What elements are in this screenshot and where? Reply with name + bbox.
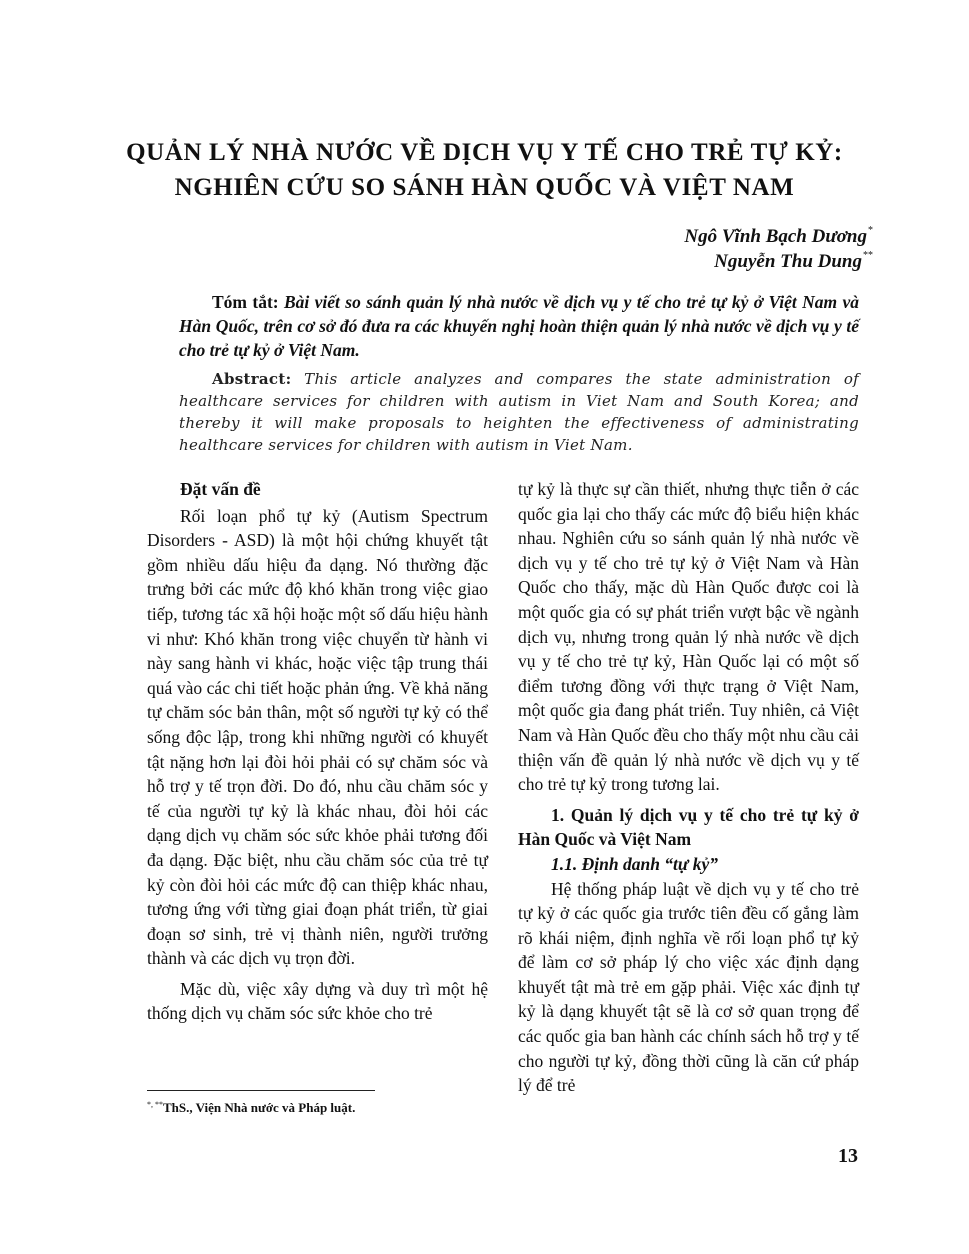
footnote	[147, 1100, 355, 1116]
author-1	[684, 225, 873, 248]
abstract-english	[179, 368, 859, 456]
subsection-heading-1-1: 1.1. Định danh “tự kỷ”	[551, 853, 719, 874]
page-number: 13	[838, 1145, 858, 1167]
abstract-en-label: Abstract:	[212, 370, 292, 388]
right-column	[518, 477, 859, 1098]
section-heading-intro: Đặt vấn đề	[180, 479, 261, 499]
footnote-rule	[147, 1090, 375, 1091]
abstract-vn-label: Tóm tắt:	[212, 292, 279, 312]
paragraph-3: Hệ thống pháp luật về dịch vụ y tế cho trẻ tự kỷ ở các quốc gia trước tiên đều cố gắng làm rõ khái niệm, định nghĩa về rối loạn phổ tự kỷ để làm cơ sở pháp lý cho việc xác định dạng khuyết tật mà trẻ em gặp phải. Việc xác định tự kỷ là dạng khuyết tật sẽ là cơ sở quan trọng để các quốc gia ban hành các chính sách hỗ trợ y tế cho người tự kỷ, đồng thời cũng là căn cứ pháp lý để trẻ	[518, 878, 859, 1096]
abstract-vn-text: Bài viết so sánh quản lý nhà nước về dịch vụ y tế cho trẻ tự kỷ ở Việt Nam và Hàn Quốc, trên cơ sở đó đưa ra các khuyến nghị hoàn thiện quản lý nhà nước về dịch vụ y tế cho trẻ tự kỷ ở Việt Nam.	[179, 292, 859, 360]
author-1-name: Ngô Vĩnh Bạch Dương	[684, 226, 867, 247]
paragraph-2-continued: tự kỷ là thực sự cần thiết, nhưng thực tiễn ở các quốc gia lại cho thấy các mức độ biểu hiện khác nhau. Nghiên cứu so sánh quản lý nhà nước về dịch vụ y tế cho trẻ tự kỷ ở Việt Nam và Hàn Quốc cho thấy, mặc dù Hàn Quốc được coi là một quốc gia có sự phát triển vượt bậc về ngành dịch vụ, nhưng trong quản lý nhà nước về dịch vụ y tế cho trẻ tự kỷ, Hàn Quốc lại có một số điểm tương đồng với thực trạng ở Việt Nam, một quốc gia đang phát triển. Tuy nhiên, cả Việt Nam và Hàn Quốc đều cho thấy một nhu cầu cải thiện vấn đề quản lý nhà nước về dịch vụ y tế cho trẻ tự kỷ trong tương lai.	[518, 479, 859, 795]
left-column	[147, 477, 488, 1026]
paragraph-2-start: Mặc dù, việc xây dựng và duy trì một hệ thống dịch vụ chăm sóc sức khỏe cho trẻ	[147, 978, 488, 1024]
article-title-line-2: NGHIÊN CỨU SO SÁNH HÀN QUỐC VÀ VIỆT NAM	[174, 174, 795, 201]
footnote-marks: *, **	[147, 1100, 163, 1109]
paragraph-1: Rối loạn phổ tự kỷ (Autism Spectrum Disorders - ASD) là một hội chứng khuyết tật gồm nhiều dấu hiệu đa dạng. Nó thường đặc trưng bởi các mức độ khó khăn trong việc giao tiếp, tương tác xã hội hoặc một số dấu hiệu hành vi như: Khó khăn trong việc chuyển từ hành vi này sang hành vi khác, hoặc việc tập trung thái quá vào các chi tiết hoặc phản ứng. Về khả năng tự chăm sóc bản thân, một số người tự kỷ có thể sống độc lập, trong khi những người có khuyết tật nặng hơn lại đòi hỏi phải có sự chăm sóc và hỗ trợ y tế trọn đời. Do đó, nhu cầu chăm sóc y tế của người tự kỷ là khác nhau, đòi hỏi các dạng dịch vụ chăm sóc sức khỏe phải tương đối đa dạng. Đặc biệt, nhu cầu chăm sóc của trẻ tự kỷ còn đòi hỏi các mức độ can thiệp khác nhau, tương ứng với từng giai đoạn phát triển, từ giai đoạn sơ sinh, trẻ vị thành niên, người trưởng thành và các dịch vụ trọn đời.	[147, 505, 488, 969]
article-title-line-1: QUẢN LÝ NHÀ NƯỚC VỀ DỊCH VỤ Y TẾ CHO TRẺ TỰ KỶ:	[126, 139, 843, 166]
section-heading-1: 1. Quản lý dịch vụ y tế cho trẻ tự kỷ ở Hàn Quốc và Việt Nam	[518, 804, 859, 850]
author-2	[714, 250, 873, 273]
author-1-mark: *	[868, 225, 873, 236]
abstract-vietnamese	[179, 290, 859, 362]
abstract-en-text: This article analyzes and compares the state administration of healthcare services for children with autism in Viet Nam and South Korea; and thereby it will make proposals to heighten the effectiveness of administrating healthcare services for children with autism in Viet Nam.	[179, 370, 859, 454]
author-2-mark: **	[863, 250, 873, 261]
footnote-text: ThS., Viện Nhà nước và Pháp luật.	[163, 1100, 356, 1115]
author-2-name: Nguyễn Thu Dung	[714, 251, 862, 272]
